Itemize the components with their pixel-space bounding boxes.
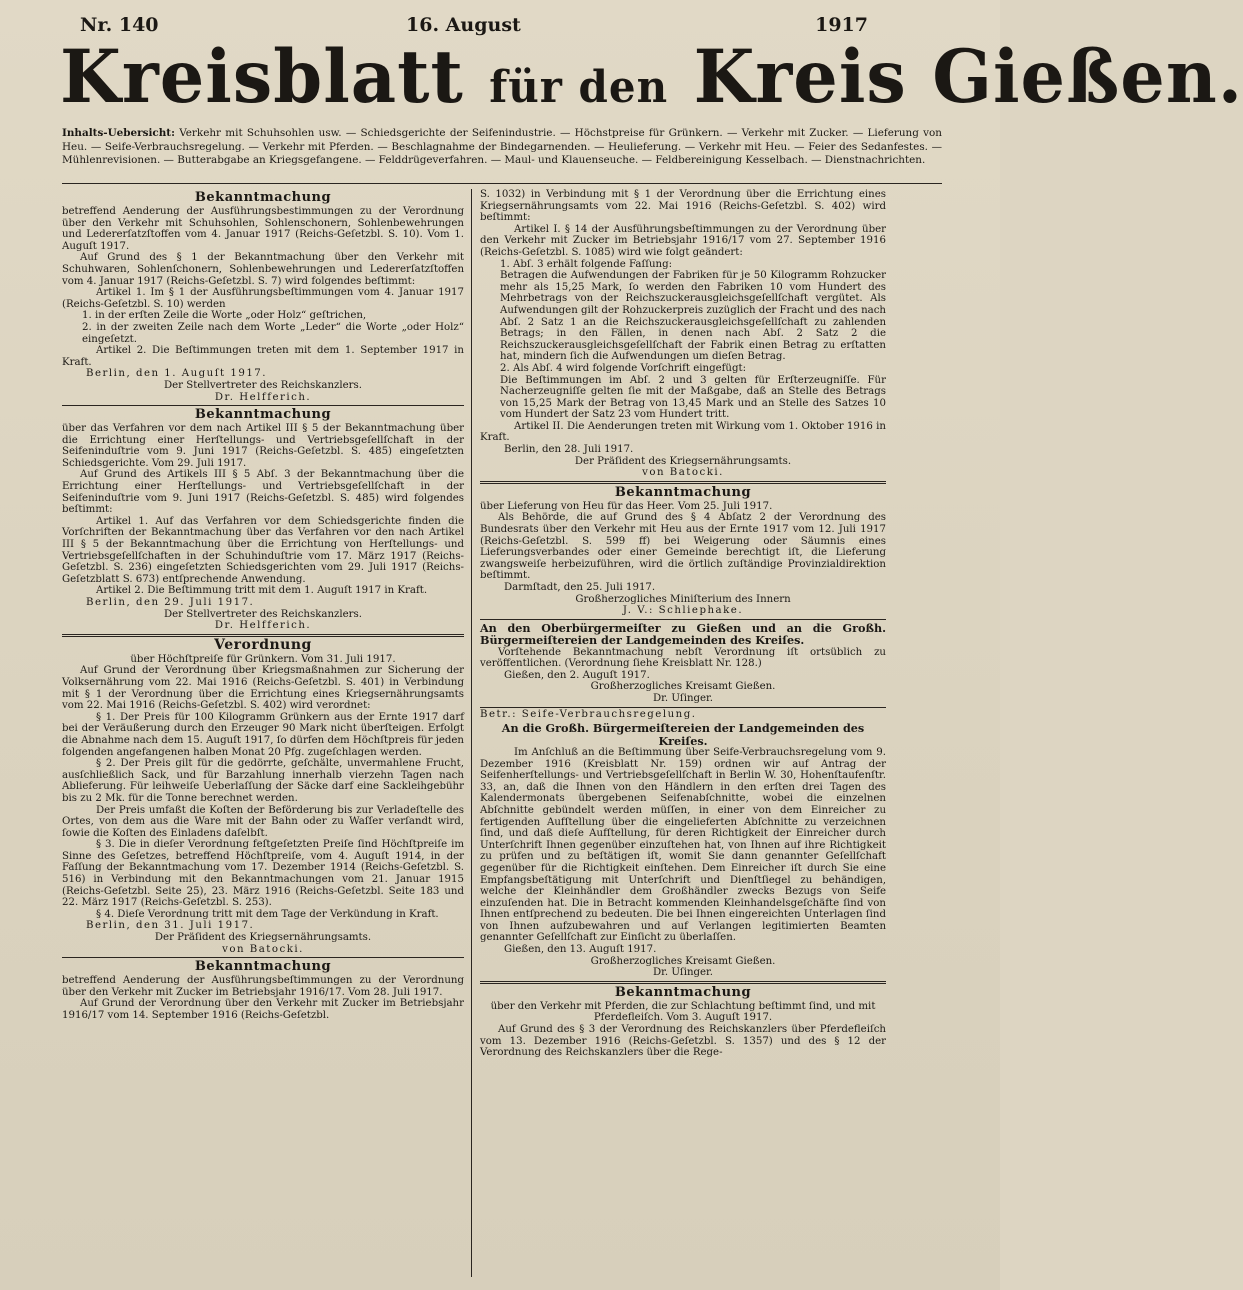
signature-title: Großherzogliches Kreisamt Gießen. (590, 955, 776, 967)
signature-title: Der Stellvertreter des Reichskanzlers. (163, 379, 363, 391)
paragraph: Auf Grund der Verordnung über Kriegsmaßnahmen zur Sicherung der Volksernährung vom 22. Mai 1916 (Reichs-Geſetzbl. S. 401) in Verbindung mit § 1 der Verordnung über die Errichtung eines Kriegsernährungsamts vom 22. Mai 1916 (Reichs-Geſetzbl. S. 402) wird verordnet: (62, 665, 464, 712)
signature-name: von Batocki. (642, 467, 724, 479)
article-title: Bekanntmachung (194, 407, 332, 423)
signature-title: Großherzogliches Miniſterium des Innern (575, 593, 791, 605)
section-rule (480, 619, 886, 620)
paragraph: Auf Grund der Verordnung über den Verkehr mit Zucker im Betriebsjahr 1916/17 vom 14. September 1916 (Reichs-Geſetzbl. (62, 998, 464, 1021)
paragraph: Auf Grund des § 1 der Bekanntmachung über den Verkehr mit Schuhwaren, Sohlenſchonern, Sohlenbewehrungen und Ledererſatzſtoffen vom 4. Januar 1917 (Reichs-Geſetzbl. S. 7) wird folgendes beſtimmt: (62, 252, 464, 287)
masthead-part-1: Kreisblatt (60, 32, 464, 120)
article-title: Verordnung (214, 636, 312, 653)
paragraph: Im Anſchluß an die Beſtimmung über Seife-Verbrauchsregelung vom 9. Dezember 1916 (Kreisblatt Nr. 159) ordnen wir auf Antrag der Seifenherſtellungs- und Vertriebsgeſellſchaft in Berlin W. 30, Hohenſtaufenſtr. 33, an, daß die Ihnen von den Händlern in den erſten drei Tagen des Kalendermonats übergebenen Seifenabſchnitte, wobei die einzelnen Abſchnitte gebündelt werden müſſen, in einer von dem Einreicher zu fertigenden Aufſtellung über die eingelieferten Abſchnitte zu verzeichnen ſind, und daß dieſe Aufſtellung, für deren Richtigkeit der Einreicher durch Unterſchrift Ihnen gegenüber einzuſtehen hat, von Ihnen auf ihre Richtigkeit zu prüfen und zu beſtätigen iſt, womit Sie dann genannter Geſellſchaft gegenüber für die Richtigkeit einſtehen. Dem Einreicher iſt durch Sie eine Empfangsbeſtätigung mit Unterſchrift und Dienſtſiegel zu behändigen, welche der Kleinhändler dem Großhändler zwecks Bezugs von Seife einzuſenden hat. Die in Betracht kommenden Kleinhandelsgeſchäfte ſind von Ihnen entſprechend zu bedeuten. Die bei Ihnen eingereichten Unterlagen ſind von Ihnen aufzubewahren und auf Verlangen legitimierten Beamten genannter Geſellſchaft zur Einſicht zu überlaſſen. (480, 746, 886, 944)
signature-place: Gießen, den 2. Auguſt 1917. (504, 669, 650, 681)
address-heading: An die Großh. Bürgermeiſtereien der Landgemeinden des Kreiſes. (501, 721, 865, 748)
toc-text: Verkehr mit Schuhsohlen usw. — Schiedsgerichte der Seifenindustrie. — Höchstpreise für Grünkern. — Verkehr mit Zucker. — Lieferung von Heu. — Seife-Verbrauchsregelung. — Verkehr mit Pferden. — Beschlagnahme der Bindegarnenden. — Heulieferung. — Verkehr mit Heu. — Feier des Sedanfestes. — Mühlenrevisionen. — Butterabgabe an Kriegsgefangene. — Felddrügeverfahren. — Maul- und Klauenseuche. — Feldbereinigung Kesselbach. — Dienstnachrichten. (62, 127, 942, 166)
paragraph: Vorſtehende Bekanntmachung nebſt Verordnung iſt ortsüblich zu veröffentlichen. (Verordnung ſiehe Kreisblatt Nr. 128.) (480, 646, 886, 670)
paragraph: Betragen die Aufwendungen der Fabriken für je 50 Kilogramm Rohzucker mehr als 15,25 Mark, ſo werden den Fabriken 10 vom Hundert des Mehrbetrags von der Reichszuckerausgleichsgeſellſchaft vergütet. Als Aufwendungen gilt der Rohzuckerpreis zuzüglich der Fracht und des nach Abſ. 2 Satz 1 an die Reichszuckerausgleichsgeſellſchaft zu zahlenden Betrags; in den Fällen, in denen nach Abſ. 2 Satz 2 die Reichszuckerausgleichsgeſellſchaft der Fabrik einen Betrag zu erſtatten hat, mindern ſich die Aufwendungen um dieſen Betrag. (500, 270, 886, 363)
signature-name: von Batocki. (222, 943, 304, 955)
article-subtitle: über Höchſtpreiſe für Grünkern. Vom 31. Juli 1917. (130, 653, 396, 665)
signature-title: Der Stellvertreter des Reichskanzlers. (163, 608, 363, 620)
subject-line: Betr.: Seife-Verbrauchsregelung. (480, 708, 697, 720)
signature-place: Berlin, den 1. Auguſt 1917. (86, 368, 268, 380)
article-title: Bekanntmachung (614, 984, 752, 1000)
article-oberbuergermeister (480, 622, 886, 705)
section-rule (480, 481, 886, 484)
paragraph: Artikel 2. Die Beſtimmung tritt mit dem 1. Auguſt 1917 in Kraft. (96, 585, 428, 597)
paragraph: 1. Abſ. 3 erhält folgende Faſſung: (500, 258, 673, 270)
signature-place: Berlin, den 31. Juli 1917. (86, 920, 255, 932)
article-schiedsgerichte (62, 407, 464, 632)
article-schuhsohlen (62, 190, 464, 403)
section-rule (62, 957, 464, 958)
signature-name: Dr. Helfferich. (214, 391, 312, 403)
article-title: Bekanntmachung (614, 484, 752, 500)
signature-name: Dr. Helfferich. (214, 620, 312, 632)
article-subtitle: betreffend Aenderung der Ausführungsbeſtimmungen zu der Verordnung über den Verkehr mit Zucker im Betriebsjahr 1916/17. Vom 28. Juli 1917. (62, 975, 464, 998)
article-subtitle: über das Verfahren vor dem nach Artikel III § 5 der Bekanntmachung über die Errichtung einer Herſtellungs- und Vertriebsgeſellſchaft in der Seifeninduſtrie vom 9. Juni 1917 (Reichs-Geſetzbl. S. 485) eingeſetzten Schiedsgerichte. Vom 29. Juli 1917. (62, 423, 464, 469)
signature-place: Darmſtadt, den 25. Juli 1917. (504, 582, 656, 593)
signature-place: Gießen, den 13. Auguſt 1917. (504, 944, 657, 956)
article-zucker (62, 959, 464, 1021)
paragraph: Artikel 1. Im § 1 der Ausführungsbeſtimmungen vom 4. Januar 1917 (Reichs-Geſetzbl. S. 10) werden (62, 287, 464, 310)
column-divider (471, 189, 472, 1277)
paragraph: 2. in der zweiten Zeile nach dem Worte „Leder“ die Worte „oder Holz“ eingeſetzt. (82, 321, 464, 345)
header-divider (62, 183, 942, 184)
paragraph: Auf Grund des Artikels III § 5 Abſ. 3 der Bekanntmachung über die Errichtung einer Herſtellungs- und Vertriebsgeſellſchaft in der Seifeninduſtrie vom 9. Juni 1917 (Reichs-Geſetzbl. S. 485) wird folgendes beſtimmt: (62, 469, 464, 516)
paragraph: 1. in der erſten Zeile die Worte „oder Holz“ geſtrichen, (82, 310, 367, 322)
paragraph: Artikel I. § 14 der Ausführungsbeſtimmungen zu der Verordnung über den Verkehr mit Zucker im Betriebsjahr 1916/17 vom 27. September 1916 (Reichs-Geſetzbl. S. 1085) wird wie folgt geändert: (480, 223, 886, 258)
paragraph: § 4. Dieſe Verordnung tritt mit dem Tage der Verkündung in Kraft. (96, 908, 439, 920)
signature-title: Der Präſident des Kriegsernährungsamts. (574, 455, 792, 467)
paragraph: § 3. Die in dieſer Verordnung feſtgeſetzten Preiſe ſind Höchſtpreiſe im Sinne des Geſetzes, betreffend Höchſtpreiſe, vom 4. Auguſt 1914, in der Faſſung der Bekanntmachung vom 17. Dezember 1914 (Reichs-Geſetzbl. S. 516) in Verbindung mit den Bekanntmachungen vom 21. Januar 1915 (Reichs-Geſetzbl. Seite 25), 23. März 1916 (Reichs-Geſetzbl. Seite 183 und 22. März 1917 (Reichs-Geſetzbl. S. 253). (62, 839, 464, 909)
article-title: Bekanntmachung (194, 959, 332, 975)
signature-name: Dr. Uſinger. (652, 967, 714, 979)
masthead-part-2: für den (489, 61, 669, 113)
issue-year: 1917 (815, 14, 868, 36)
signature-place: Berlin, den 28. Juli 1917. (504, 444, 634, 456)
section-rule (62, 405, 464, 406)
article-pferde (480, 985, 886, 1059)
article-gruenkern (62, 638, 464, 955)
signature-title: Großherzogliches Kreisamt Gießen. (590, 681, 776, 693)
signature-title: Der Präſident des Kriegsernährungsamts. (154, 932, 372, 944)
article-subtitle: über den Verkehr mit Pferden, die zur Schlachtung beſtimmt ſind, und mit Pferdefleiſch. Vom 3. Auguſt 1917. (490, 1000, 876, 1024)
article-subtitle: betreffend Aenderung der Ausführungsbestimmungen zu der Verordnung über den Verkehr mit Schuhsohlen, Sohlenschonern, Sohlenbewehrungen und Ledererſatzſtoffen vom 4. Januar 1917 (Reichs-Geſetzbl. S. 10). Vom 1. Auguſt 1917. (62, 206, 464, 252)
section-rule (480, 707, 886, 708)
paragraph: § 2. Der Preis gilt für die gedörrte, geſchälte, unvermahlene Frucht, ausſchließlich Sack, und für Barzahlung innerhalb vierzehn Tagen nach Ablieferung. Für leihweiſe Ueberlaſſung der Säcke darf eine Sackleihgebühr bis zu 2 Mk. für die Tonne berechnet werden. (62, 758, 464, 804)
signature-name: Dr. Uſinger. (652, 692, 714, 704)
left-column (62, 189, 464, 1024)
toc-label: Inhalts-Uebersicht: (62, 127, 175, 139)
article-heu (480, 485, 886, 617)
section-rule (480, 981, 886, 984)
issue-date: 16. August (406, 14, 521, 36)
table-of-contents (62, 127, 942, 168)
signature-place: Berlin, den 29. Juli 1917. (86, 597, 255, 608)
article-seife (480, 709, 886, 979)
article-zucker-continued (480, 189, 886, 479)
paragraph: 2. Als Abſ. 4 wird folgende Vorſchrift eingefügt: (500, 362, 747, 374)
signature-name: J. V.: Schliephake. (622, 605, 744, 617)
paragraph: Artikel 1. Auf das Verfahren vor dem Schiedsgerichte finden die Vorſchriften der Bekanntmachung über das Verfahren vor den nach Artikel III § 5 der Bekanntmachung über die Errichtung von Herſtellungs- und Vertriebsgeſellſchaften in der Schuhinduſtrie vom 17. März 1917 (Reichs-Geſetzbl. S. 236) eingeſetzten Schiedsgerichten vom 29. Juli 1917 (Reichs-Geſetzblatt S. 673) entſprechende Anwendung. (62, 515, 464, 585)
paragraph: Artikel II. Die Aenderungen treten mit Wirkung vom 1. Oktober 1916 in Kraft. (480, 420, 886, 444)
article-title: Bekanntmachung (194, 190, 332, 205)
paragraph: Als Behörde, die auf Grund des § 4 Abſatz 2 der Verordnung des Bundesrats über den Verkehr mit Heu aus der Ernte 1917 vom 12. Juli 1917 (Reichs-Geſetzbl. S. 599 ff) bei Weigerung oder Säumnis eines Lieferungsverbandes oder einer Gemeinde berechtigt iſt, die Lieferung zwangsweiſe herbeizuführen, wird die örtlich zuſtändige Provinzialdirektion beſtimmt. (480, 512, 886, 582)
masthead-part-3: Kreis Gießen. (693, 32, 1243, 120)
paragraph: über Lieferung von Heu für das Heer. Vom 25. Juli 1917. (480, 500, 773, 512)
masthead-title (60, 32, 1243, 133)
issue-number: Nr. 140 (80, 14, 159, 36)
paragraph: S. 1032) in Verbindung mit § 1 der Verordnung über die Errichtung eines Kriegsernährungsamts vom 22. Mai 1916 (Reichs-Geſetzbl. S. 402) wird beſtimmt: (480, 189, 886, 224)
right-column (480, 189, 886, 1061)
paragraph: Artikel 2. Die Beſtimmungen treten mit dem 1. September 1917 in Kraft. (62, 345, 464, 368)
paragraph: § 1. Der Preis für 100 Kilogramm Grünkern aus der Ernte 1917 darf bei der Veräußerung durch den Erzeuger 90 Mark nicht überſteigen. Erfolgt die Abnahme nach dem 15. Auguſt 1917, ſo dürfen dem Höchſtpreis für jeden folgenden angefangenen halben Monat 20 Pfg. zugeſchlagen werden. (62, 711, 464, 758)
paragraph: Der Preis umfaßt die Koſten der Beförderung bis zur Verladeſtelle des Ortes, von dem aus die Ware mit der Bahn oder zu Waſſer verſandt wird, ſowie die Koſten des Einladens daſelbſt. (62, 804, 464, 839)
address-heading: An den Oberbürgermeiſter zu Gießen und an die Großh. Bürgermeiſtereien der Landgemeinden des Kreiſes. (480, 620, 886, 648)
paragraph: Auf Grund des § 3 der Verordnung des Reichskanzlers über Pferdefleiſch vom 13. Dezember 1916 (Reichs-Geſetzbl. S. 1357) und des § 12 der Verordnung des Reichskanzlers über die Rege- (480, 1024, 886, 1059)
paragraph: Die Beſtimmungen im Abſ. 2 und 3 gelten für Erſterzeugniſſe. Für Nacherzeugniſſe gelten ſie mit der Maßgabe, daß an Stelle des Betrags von 15,25 Mark der Betrag von 13,45 Mark und an Stelle des Satzes 10 vom Hundert der Satz 23 vom Hundert tritt. (500, 374, 886, 421)
